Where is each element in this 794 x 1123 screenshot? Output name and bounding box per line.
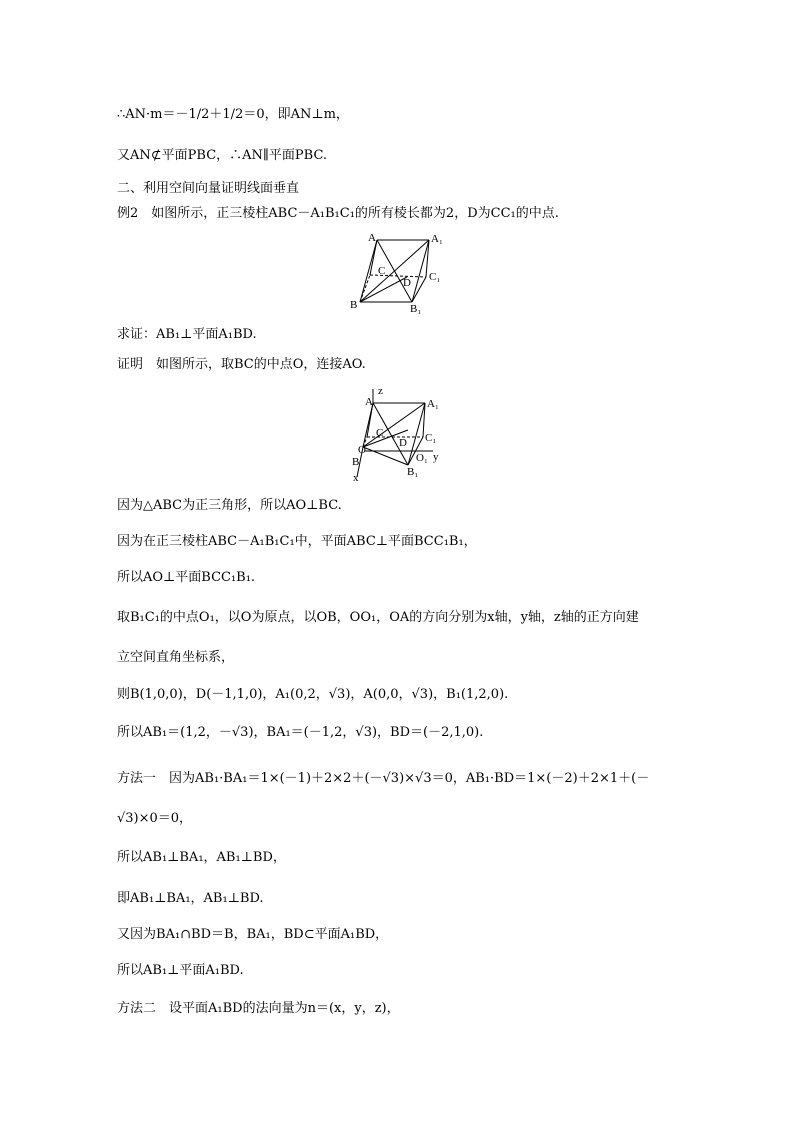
label-C1: C₁ <box>429 271 441 283</box>
prism-figure-2 <box>345 385 455 485</box>
text-line-2: 又AN⊄平面PBC，∴AN∥平面PBC. <box>117 148 328 163</box>
label-B1: B₁ <box>407 466 419 478</box>
label-C: C <box>376 427 384 439</box>
label-y: y <box>433 451 439 463</box>
text-line-11: 立空间直角坐标系， <box>117 650 235 665</box>
proof-start: 证明 如图所示，取BC的中点O，连接AO. <box>117 357 366 372</box>
text-line-9: 所以AO⊥平面BCC₁B₁. <box>117 570 256 585</box>
vectors-line: 所以AB₁＝(1,2，－√3)，BA₁＝(－1,2，√3)，BD＝(－2,1,0). <box>117 725 484 740</box>
label-C1: C₁ <box>425 432 437 444</box>
text-line-1: ∴AN·m＝－1/2＋1/2＝0，即AN⊥m， <box>117 107 349 122</box>
method-one-line: 方法一 因为AB₁·BA₁＝1×(－1)＋2×2＋(－√3)×√3＝0，AB₁·BD＝1×(－2)＋2×1＋(－ <box>117 771 650 786</box>
method-two-line: 方法二 设平面A₁BD的法向量为n＝(x，y，z)， <box>117 1001 400 1016</box>
label-D: D <box>399 437 407 449</box>
label-O: O <box>358 444 366 456</box>
label-A1: A₁ <box>431 233 443 245</box>
label-B: B <box>352 456 360 468</box>
label-O1: O₁ <box>416 452 428 464</box>
method-one-cont: √3)×0＝0， <box>117 811 193 826</box>
text-line-7: 因为△ABC为正三角形，所以AO⊥BC. <box>117 498 342 513</box>
text-line-10: 取B₁C₁的中点O₁，以O为原点，以OB，OO₁，OA的方向分别为x轴，y轴，z轴的正方向建 <box>117 610 639 625</box>
text-line-16: 所以AB₁⊥BA₁，AB₁⊥BD， <box>117 850 286 865</box>
text-line-18: 又因为BA₁∩BD＝B，BA₁，BD⊂平面A₁BD， <box>117 927 389 942</box>
section-heading: 二、利用空间向量证明线面垂直 <box>117 181 300 196</box>
text-line-8: 因为在正三棱柱ABC－A₁B₁C₁中，平面ABC⊥平面BCC₁B₁， <box>117 534 477 549</box>
label-B: B <box>350 299 358 311</box>
text-line-17: 即AB₁⊥BA₁，AB₁⊥BD. <box>117 891 264 906</box>
coordinates-line: 则B(1,0,0)，D(－1,1,0)，A₁(0,2，√3)，A(0,0，√3)，B₁(1,2,0). <box>117 687 509 702</box>
label-C: C <box>378 265 386 277</box>
proof-goal: 求证：AB₁⊥平面A₁BD. <box>117 327 257 342</box>
text-line-19: 所以AB₁⊥平面A₁BD. <box>117 963 244 978</box>
label-A1: A₁ <box>427 398 439 410</box>
prism-figure-1 <box>340 230 460 315</box>
label-x: x <box>353 472 359 484</box>
example-statement: 例2 如图所示，正三棱柱ABC－A₁B₁C₁的所有棱长都为2，D为CC₁的中点. <box>117 206 559 221</box>
label-B1: B₁ <box>410 303 422 315</box>
label-z: z <box>378 385 383 397</box>
label-A: A <box>365 396 373 408</box>
label-A: A <box>368 232 376 244</box>
label-D: D <box>403 277 411 289</box>
